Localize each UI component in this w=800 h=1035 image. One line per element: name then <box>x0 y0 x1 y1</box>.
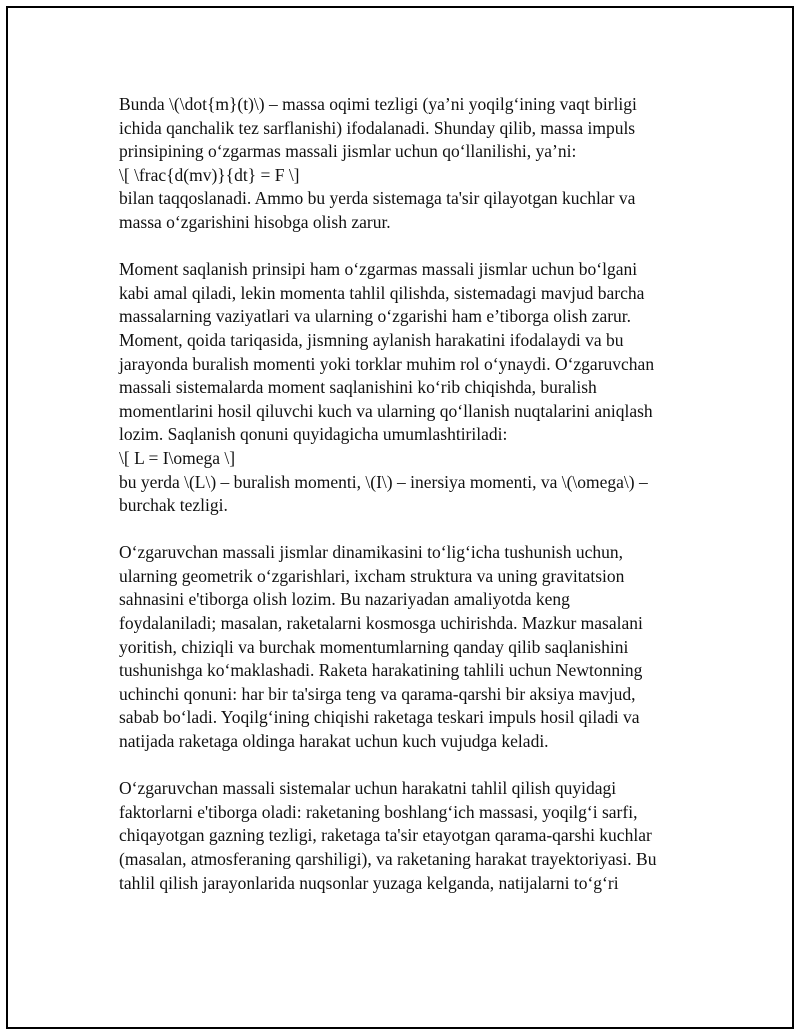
text-line: kabi amal qiladi, lekin momenta tahlil qilishda, sistemadagi mavjud barcha <box>119 282 645 303</box>
text-line: chiqayotgan gazning tezligi, raketaga ta'sir etayotgan qarama-qarshi kuchlar <box>119 825 652 846</box>
text-line: Bunda \(\dot{m}(t)\) – massa oqimi tezligi (ya’ni yoqilg‘ining vaqt birligi <box>119 94 637 114</box>
text-line: Moment, qoida tariqasida, jismning aylanish harakatini ifodalaydi va bu <box>119 329 624 350</box>
equation-line: \[ L = I\omega \] <box>119 447 236 468</box>
text-line: bilan taqqoslanadi. Ammo bu yerda sistemaga ta'sir qilayotgan kuchlar va <box>119 188 636 209</box>
text-line: tushunishga ko‘maklashadi. Raketa harakatining tahlili uchun Newtonning <box>119 660 643 681</box>
text-line: jarayonda buralish momenti yoki torklar muhim rol o‘ynaydi. O‘zgaruvchan <box>119 353 655 374</box>
text-line: foydalaniladi; masalan, raketalarni kosmosga uchirishda. Mazkur masalani <box>119 613 643 634</box>
text-line: massalarning vaziyatlari va ularning o‘zgarishi ham e’tiborga olish zarur. <box>119 306 632 327</box>
text-line: faktorlarni e'tiborga oladi: raketaning boshlang‘ich massasi, yoqilg‘i sarfi, <box>119 801 638 822</box>
text-line: massali sistemalarda moment saqlanishini ko‘rib chiqishda, buralish <box>119 377 597 398</box>
text-line: lozim. Saqlanish qonuni quyidagicha umumlashtiriladi: <box>119 424 508 445</box>
paragraph-mass-flow <box>119 93 699 235</box>
text-line: natijada raketaga oldinga harakat uchun kuch vujudga keladi. <box>119 731 549 752</box>
text-line: ichida qanchalik tez sarflanishi) ifodalanadi. Shunday qilib, massa impuls <box>119 117 636 138</box>
text-line: burchak tezligi. <box>119 495 228 516</box>
text-line: prinsipining o‘zgarmas massali jismlar uchun qo‘llanilishi, ya’ni: <box>119 141 577 162</box>
text-line: massa o‘zgarishini hisobga olish zarur. <box>119 211 391 232</box>
paragraph-analysis-factors <box>119 777 699 895</box>
text-line: Moment saqlanish prinsipi ham o‘zgarmas massali jismlar uchun bo‘lgani <box>119 259 638 280</box>
document-body <box>119 93 699 919</box>
text-line: (masalan, atmosferaning qarshiligi), va raketaning harakat trayektoriyasi. Bu <box>119 849 657 869</box>
text-line: bu yerda \(L\) – buralish momenti, \(I\) – inersiya momenti, va \(\omega\) – <box>119 471 648 492</box>
equation-line: \[ \frac{d(mv)}{dt} = F \] <box>119 164 300 185</box>
text-line: momentlarini hosil qiluvchi kuch va ularning qo‘llanish nuqtalarini aniqlash <box>119 400 653 421</box>
paragraph-moment <box>119 258 699 518</box>
text-line: O‘zgaruvchan massali jismlar dinamikasini to‘lig‘icha tushunish uchun, <box>119 542 623 563</box>
text-line: tahlil qilish jarayonlarida nuqsonlar yuzaga kelganda, natijalarni to‘g‘ri <box>119 872 619 893</box>
text-line: sabab bo‘ladi. Yoqilg‘ining chiqishi raketaga teskari impuls hosil qiladi va <box>119 707 640 728</box>
text-line: ularning geometrik o‘zgarishlari, ixcham struktura va uning gravitatsion <box>119 565 625 586</box>
text-line: yoritish, chiziqli va burchak momentumlarning qanday qilib saqlanishini <box>119 636 629 657</box>
paragraph-dynamics <box>119 541 699 753</box>
text-line: sahnasini e'tiborga olish lozim. Bu nazariyadan amaliyotda keng <box>119 589 570 610</box>
text-line: O‘zgaruvchan massali sistemalar uchun harakatni tahlil qilish quyidagi <box>119 778 617 799</box>
text-line: uchinchi qonuni: har bir ta'sirga teng va qarama-qarshi bir aksiya mavjud, <box>119 683 636 704</box>
